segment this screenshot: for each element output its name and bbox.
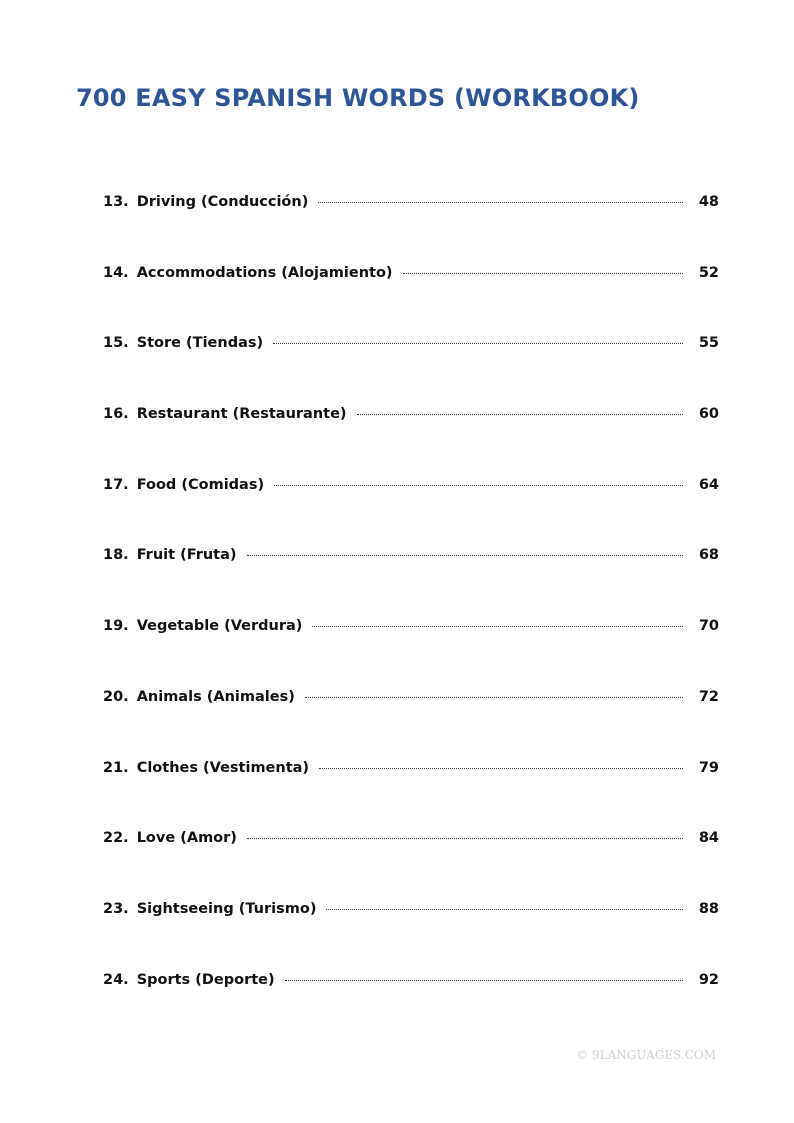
page-title: 700 EASY SPANISH WORDS (WORKBOOK) bbox=[76, 84, 640, 112]
toc-label: Restaurant (Restaurante) bbox=[136, 406, 347, 423]
toc-label: Fruit (Fruta) bbox=[136, 547, 237, 564]
toc-page-number: 68 bbox=[698, 547, 719, 564]
toc-entry[interactable] bbox=[103, 830, 719, 850]
toc-number: 18. bbox=[103, 547, 129, 564]
toc-label: Sightseeing (Turismo) bbox=[136, 900, 317, 917]
toc-label: Animals (Animales) bbox=[136, 688, 295, 705]
toc-entry[interactable] bbox=[103, 477, 719, 497]
dot-leader bbox=[274, 485, 683, 486]
dot-leader bbox=[285, 980, 683, 981]
dot-leader bbox=[247, 555, 683, 556]
toc-number: 24. bbox=[103, 971, 129, 988]
toc-number: 16. bbox=[103, 406, 129, 423]
toc-entry[interactable] bbox=[103, 406, 719, 426]
toc-label: Store (Tiendas) bbox=[136, 335, 264, 352]
dot-leader bbox=[318, 202, 682, 203]
toc-label: Food (Comidas) bbox=[136, 476, 265, 493]
table-of-contents bbox=[103, 194, 719, 1042]
dot-leader bbox=[357, 414, 683, 415]
toc-entry[interactable] bbox=[103, 194, 719, 214]
dot-leader bbox=[403, 273, 683, 274]
toc-number: 23. bbox=[103, 900, 129, 917]
toc-number: 20. bbox=[103, 688, 129, 705]
toc-page-number: 70 bbox=[698, 618, 719, 635]
toc-number: 19. bbox=[103, 618, 129, 635]
toc-page-number: 72 bbox=[698, 688, 719, 705]
toc-entry[interactable] bbox=[103, 618, 719, 638]
toc-page-number: 84 bbox=[698, 830, 719, 847]
toc-label: Clothes (Vestimenta) bbox=[136, 759, 310, 776]
dot-leader bbox=[326, 909, 682, 910]
toc-page-number: 79 bbox=[698, 759, 719, 776]
toc-label: Vegetable (Verdura) bbox=[136, 618, 303, 635]
toc-entry[interactable] bbox=[103, 547, 719, 567]
toc-number: 15. bbox=[103, 335, 129, 352]
toc-page-number: 52 bbox=[698, 264, 719, 281]
toc-number: 22. bbox=[103, 830, 129, 847]
toc-page-number: 64 bbox=[698, 476, 719, 493]
toc-entry[interactable] bbox=[103, 901, 719, 921]
dot-leader bbox=[247, 838, 683, 839]
toc-number: 14. bbox=[103, 264, 129, 281]
dot-leader bbox=[312, 626, 682, 627]
toc-entry[interactable] bbox=[103, 689, 719, 709]
dot-leader bbox=[319, 768, 683, 769]
toc-label: Sports (Deporte) bbox=[136, 971, 275, 988]
dot-leader bbox=[273, 343, 683, 344]
toc-entry[interactable] bbox=[103, 760, 719, 780]
toc-number: 17. bbox=[103, 476, 129, 493]
toc-entry[interactable] bbox=[103, 335, 719, 355]
toc-page-number: 48 bbox=[698, 194, 719, 210]
watermark: © 9LANGUAGES.COM bbox=[576, 1048, 716, 1062]
toc-page-number: 88 bbox=[698, 900, 719, 917]
dot-leader bbox=[305, 697, 683, 698]
toc-entry[interactable] bbox=[103, 972, 719, 992]
toc-number: 13. bbox=[103, 194, 129, 210]
toc-label: Driving (Conducción) bbox=[136, 194, 309, 210]
toc-entry[interactable] bbox=[103, 265, 719, 285]
toc-page-number: 92 bbox=[698, 971, 719, 988]
toc-number: 21. bbox=[103, 759, 129, 776]
toc-page-number: 55 bbox=[698, 335, 719, 352]
toc-label: Love (Amor) bbox=[136, 830, 237, 847]
toc-page-number: 60 bbox=[698, 406, 719, 423]
toc-label: Accommodations (Alojamiento) bbox=[136, 264, 393, 281]
